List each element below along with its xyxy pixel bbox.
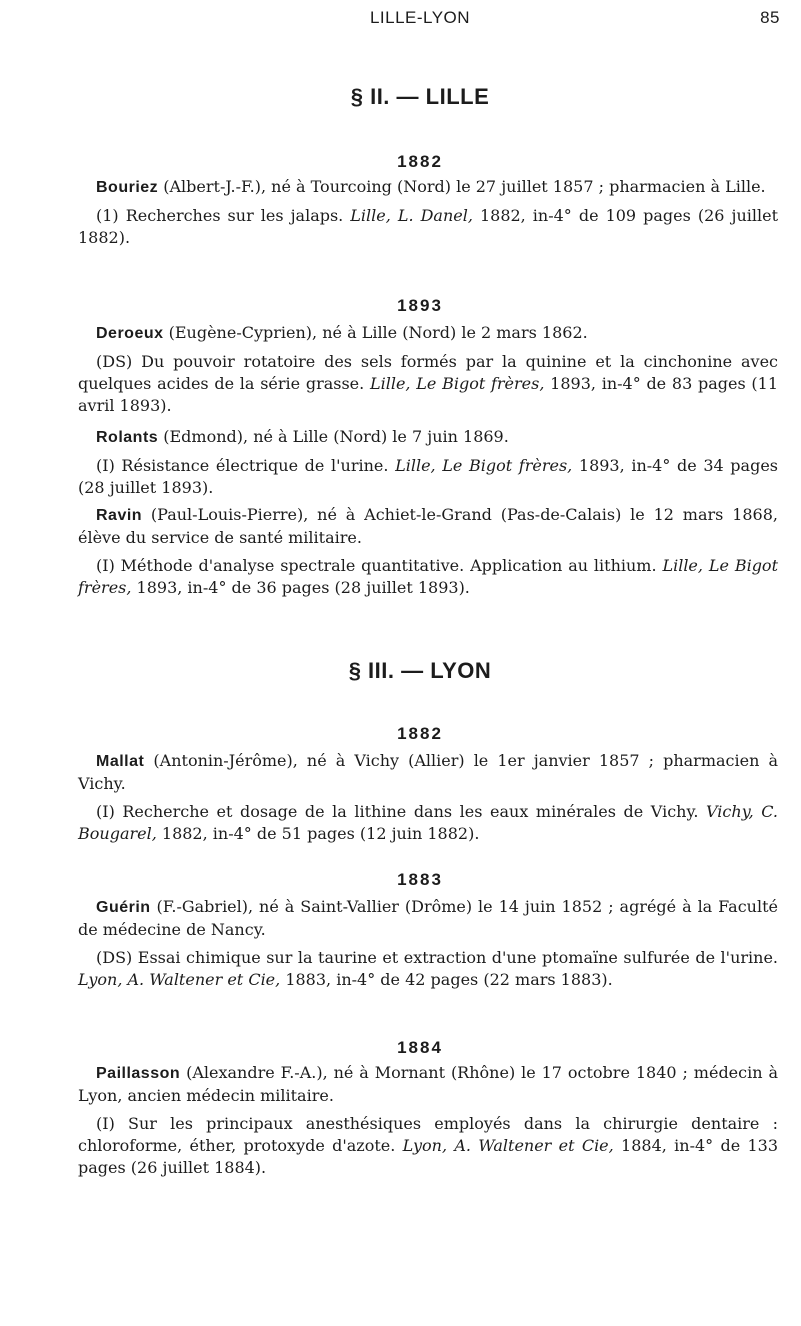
work-publisher: Lyon, A. Waltener et Cie, <box>78 970 281 989</box>
work-title: (I) Recherche et dosage de la lithine dans les eaux minérales de Vichy. <box>96 802 707 821</box>
work-details: 1883, in-4° de 42 pages (22 mars 1883). <box>280 970 613 989</box>
work-details: 1884, in-4° de 133 pages (26 juillet 1884). <box>78 1136 779 1177</box>
author-name: Deroeux <box>96 325 164 342</box>
work-title: (I) Résistance électrique de l'urine. <box>96 456 396 475</box>
author-name: Ravin <box>96 507 143 524</box>
work-line <box>78 351 778 417</box>
work-publisher: Lille, Le Bigot frères, <box>395 456 573 475</box>
work-publisher: Lille, Le Bigot frères, <box>78 556 778 597</box>
work-details: 1893, in-4° de 36 pages (28 juillet 1893). <box>131 578 470 597</box>
thesis-entry <box>78 750 778 845</box>
thesis-entry <box>78 322 778 417</box>
year-heading: 1893 <box>397 296 443 315</box>
author-line <box>78 504 778 549</box>
author-line <box>78 426 778 449</box>
page-number: 85 <box>760 8 780 27</box>
author-bio: (Antonin-Jérôme), né à Vichy (Allier) le 1er janvier 1857 ; pharmacien à Vichy. <box>78 751 778 793</box>
work-title: (DS) Essai chimique sur la taurine et extraction d'une ptomaïne sulfurée de l'urine. <box>96 948 778 967</box>
author-name: Mallat <box>96 753 145 770</box>
year-heading: 1883 <box>397 870 443 889</box>
work-line <box>78 455 778 499</box>
author-name: Rolants <box>96 429 159 446</box>
work-details: 1882, in-4° de 51 pages (12 juin 1882). <box>156 824 480 843</box>
author-bio: (Paul-Louis-Pierre), né à Achiet-le-Grand (Pas-de-Calais) le 12 mars 1868, élève du service de santé militaire. <box>78 505 778 547</box>
author-bio: (Albert-J.-F.), né à Tourcoing (Nord) le 27 juillet 1857 ; pharmacien à Lille. <box>158 177 766 196</box>
year-heading: 1882 <box>397 724 443 743</box>
author-line <box>78 322 778 345</box>
thesis-entry <box>78 896 778 991</box>
thesis-entry <box>78 504 778 599</box>
author-line <box>78 1062 778 1107</box>
work-details: 1893, in-4° de 83 pages (11 avril 1893). <box>78 374 779 415</box>
work-title: (I) Méthode d'analyse spectrale quantitative. Application au lithium. <box>96 556 663 575</box>
author-name: Paillasson <box>96 1065 181 1082</box>
author-bio: (F.-Gabriel), né à Saint-Vallier (Drôme) le 14 juin 1852 ; agrégé à la Faculté de médecine de Nancy. <box>78 897 778 939</box>
year-heading: 1882 <box>397 152 443 171</box>
author-bio: (Eugène-Cyprien), né à Lille (Nord) le 2 mars 1862. <box>163 323 588 342</box>
author-line <box>78 750 778 795</box>
author-bio: (Edmond), né à Lille (Nord) le 7 juin 1869. <box>158 427 509 446</box>
author-name: Bouriez <box>96 179 159 196</box>
thesis-entry <box>78 1062 778 1179</box>
work-title: (1) Recherches sur les jalaps. <box>96 206 351 225</box>
running-title: LILLE-LYON <box>369 8 471 27</box>
author-line <box>78 896 778 941</box>
author-bio: (Alexandre F.-A.), né à Mornant (Rhône) le 17 octobre 1840 ; médecin à Lyon, ancien médecin militaire. <box>78 1063 778 1105</box>
work-title: (I) Sur les principaux anesthésiques employés dans la chirurgie dentaire : chloroforme, éther, protoxyde d'azote. <box>78 1114 778 1155</box>
work-line <box>78 205 778 249</box>
work-publisher: Lyon, A. Waltener et Cie, <box>402 1136 614 1155</box>
thesis-entry <box>78 426 778 499</box>
work-details: 1893, in-4° de 34 pages (28 juillet 1893). <box>78 456 779 497</box>
work-line <box>78 1113 778 1179</box>
work-line <box>78 801 778 845</box>
work-details: 1882, in-4° de 109 pages (26 juillet 1882). <box>78 206 779 247</box>
work-publisher: Lille, L. Danel, <box>350 206 473 225</box>
work-line <box>78 555 778 599</box>
work-title: (DS) Du pouvoir rotatoire des sels formés par la quinine et la cinchonine avec quelques acides de la série grasse. <box>78 352 778 393</box>
author-line <box>78 176 778 199</box>
work-line <box>78 947 778 991</box>
author-name: Guérin <box>96 899 151 916</box>
running-header <box>60 8 780 32</box>
section-heading-lyon: § III. — LYON <box>348 658 492 683</box>
section-heading-lille: § II. — LILLE <box>350 84 490 109</box>
work-publisher: Lille, Le Bigot frères, <box>369 374 545 393</box>
year-heading: 1884 <box>397 1038 443 1057</box>
thesis-entry <box>78 176 778 249</box>
work-publisher: Vichy, C. Bougarel, <box>78 802 779 843</box>
